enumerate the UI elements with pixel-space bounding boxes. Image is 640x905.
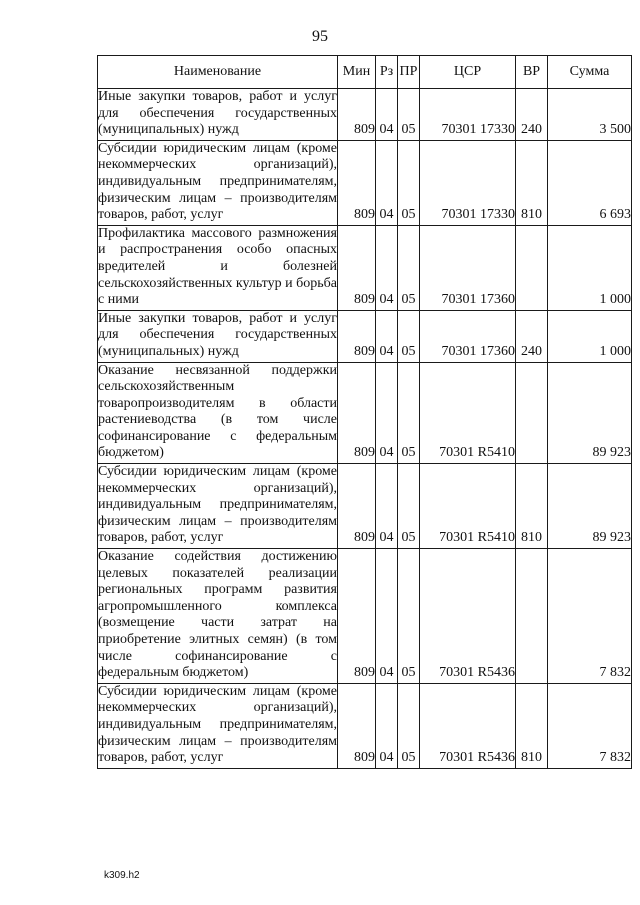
cell-min: 809	[338, 362, 376, 464]
cell-name: Субсидии юридическим лицам (кроме некоммерческих организаций), индивидуальным предпринимателям, физическим лицам – производителям товаров, работ, услуг	[98, 683, 338, 768]
cell-csr: 70301 17330	[420, 140, 516, 225]
cell-min: 809	[338, 464, 376, 549]
cell-csr: 70301 17360	[420, 310, 516, 362]
cell-pr: 05	[398, 464, 420, 549]
table-row	[98, 683, 632, 768]
table-row	[98, 225, 632, 310]
cell-sum: 89 923	[548, 464, 632, 549]
cell-min: 809	[338, 89, 376, 141]
cell-rz: 04	[376, 683, 398, 768]
cell-vr: 240	[516, 310, 548, 362]
cell-pr: 05	[398, 683, 420, 768]
column-header-sum: Сумма	[548, 56, 632, 89]
cell-vr: 810	[516, 683, 548, 768]
cell-pr: 05	[398, 310, 420, 362]
cell-vr: 810	[516, 464, 548, 549]
column-header-csr: ЦСР	[420, 56, 516, 89]
cell-csr: 70301 17330	[420, 89, 516, 141]
document-code: k309.h2	[104, 870, 140, 881]
cell-min: 809	[338, 549, 376, 684]
cell-csr: 70301 R5410	[420, 362, 516, 464]
cell-vr	[516, 549, 548, 684]
cell-name: Оказание несвязанной поддержки сельскохозяйственным товаропроизводителям в области растениеводства (в том числе софинансирование с федеральным бюджетом)	[98, 362, 338, 464]
cell-rz: 04	[376, 140, 398, 225]
cell-rz: 04	[376, 89, 398, 141]
page-number: 95	[312, 28, 328, 45]
cell-rz: 04	[376, 549, 398, 684]
cell-name: Субсидии юридическим лицам (кроме некоммерческих организаций), индивидуальным предпринимателям, физическим лицам – производителям товаров, работ, услуг	[98, 140, 338, 225]
column-header-vr: ВР	[516, 56, 548, 89]
cell-csr: 70301 R5436	[420, 549, 516, 684]
cell-rz: 04	[376, 362, 398, 464]
table-row	[98, 362, 632, 464]
cell-rz: 04	[376, 464, 398, 549]
cell-name: Иные закупки товаров, работ и услуг для обеспечения государственных (муниципальных) нужд	[98, 310, 338, 362]
cell-pr: 05	[398, 140, 420, 225]
cell-sum: 1 000	[548, 310, 632, 362]
cell-sum: 3 500	[548, 89, 632, 141]
cell-rz: 04	[376, 225, 398, 310]
cell-sum: 89 923	[548, 362, 632, 464]
table-row	[98, 310, 632, 362]
cell-name: Оказание содействия достижению целевых показателей реализации региональных программ развития агропромышленного комплекса (возмещение части затрат на приобретение элитных семян) (в том числе софинансирование с федеральным бюджетом)	[98, 549, 338, 684]
cell-rz: 04	[376, 310, 398, 362]
cell-min: 809	[338, 683, 376, 768]
column-header-rz: Рз	[376, 56, 398, 89]
cell-name: Иные закупки товаров, работ и услуг для обеспечения государственных (муниципальных) нужд	[98, 89, 338, 141]
cell-min: 809	[338, 225, 376, 310]
table-row	[98, 464, 632, 549]
cell-pr: 05	[398, 362, 420, 464]
budget-table	[97, 55, 632, 769]
column-header-min: Мин	[338, 56, 376, 89]
table-row	[98, 89, 632, 141]
cell-min: 809	[338, 140, 376, 225]
cell-pr: 05	[398, 549, 420, 684]
cell-vr: 810	[516, 140, 548, 225]
cell-vr: 240	[516, 89, 548, 141]
cell-sum: 1 000	[548, 225, 632, 310]
cell-pr: 05	[398, 225, 420, 310]
cell-vr	[516, 362, 548, 464]
cell-name: Профилактика массового размножения и распространения особо опасных вредителей и болезней сельскохозяйственных культур и борьба с ними	[98, 225, 338, 310]
cell-csr: 70301 R5436	[420, 683, 516, 768]
cell-sum: 7 832	[548, 683, 632, 768]
cell-pr: 05	[398, 89, 420, 141]
cell-vr	[516, 225, 548, 310]
cell-min: 809	[338, 310, 376, 362]
column-header-pr: ПР	[398, 56, 420, 89]
cell-sum: 7 832	[548, 549, 632, 684]
cell-sum: 6 693	[548, 140, 632, 225]
cell-csr: 70301 17360	[420, 225, 516, 310]
column-header-name: Наименование	[98, 56, 338, 89]
table-row	[98, 549, 632, 684]
table-header-row	[98, 56, 632, 89]
cell-name: Субсидии юридическим лицам (кроме некоммерческих организаций), индивидуальным предпринимателям, физическим лицам – производителям товаров, работ, услуг	[98, 464, 338, 549]
cell-csr: 70301 R5410	[420, 464, 516, 549]
table-row	[98, 140, 632, 225]
